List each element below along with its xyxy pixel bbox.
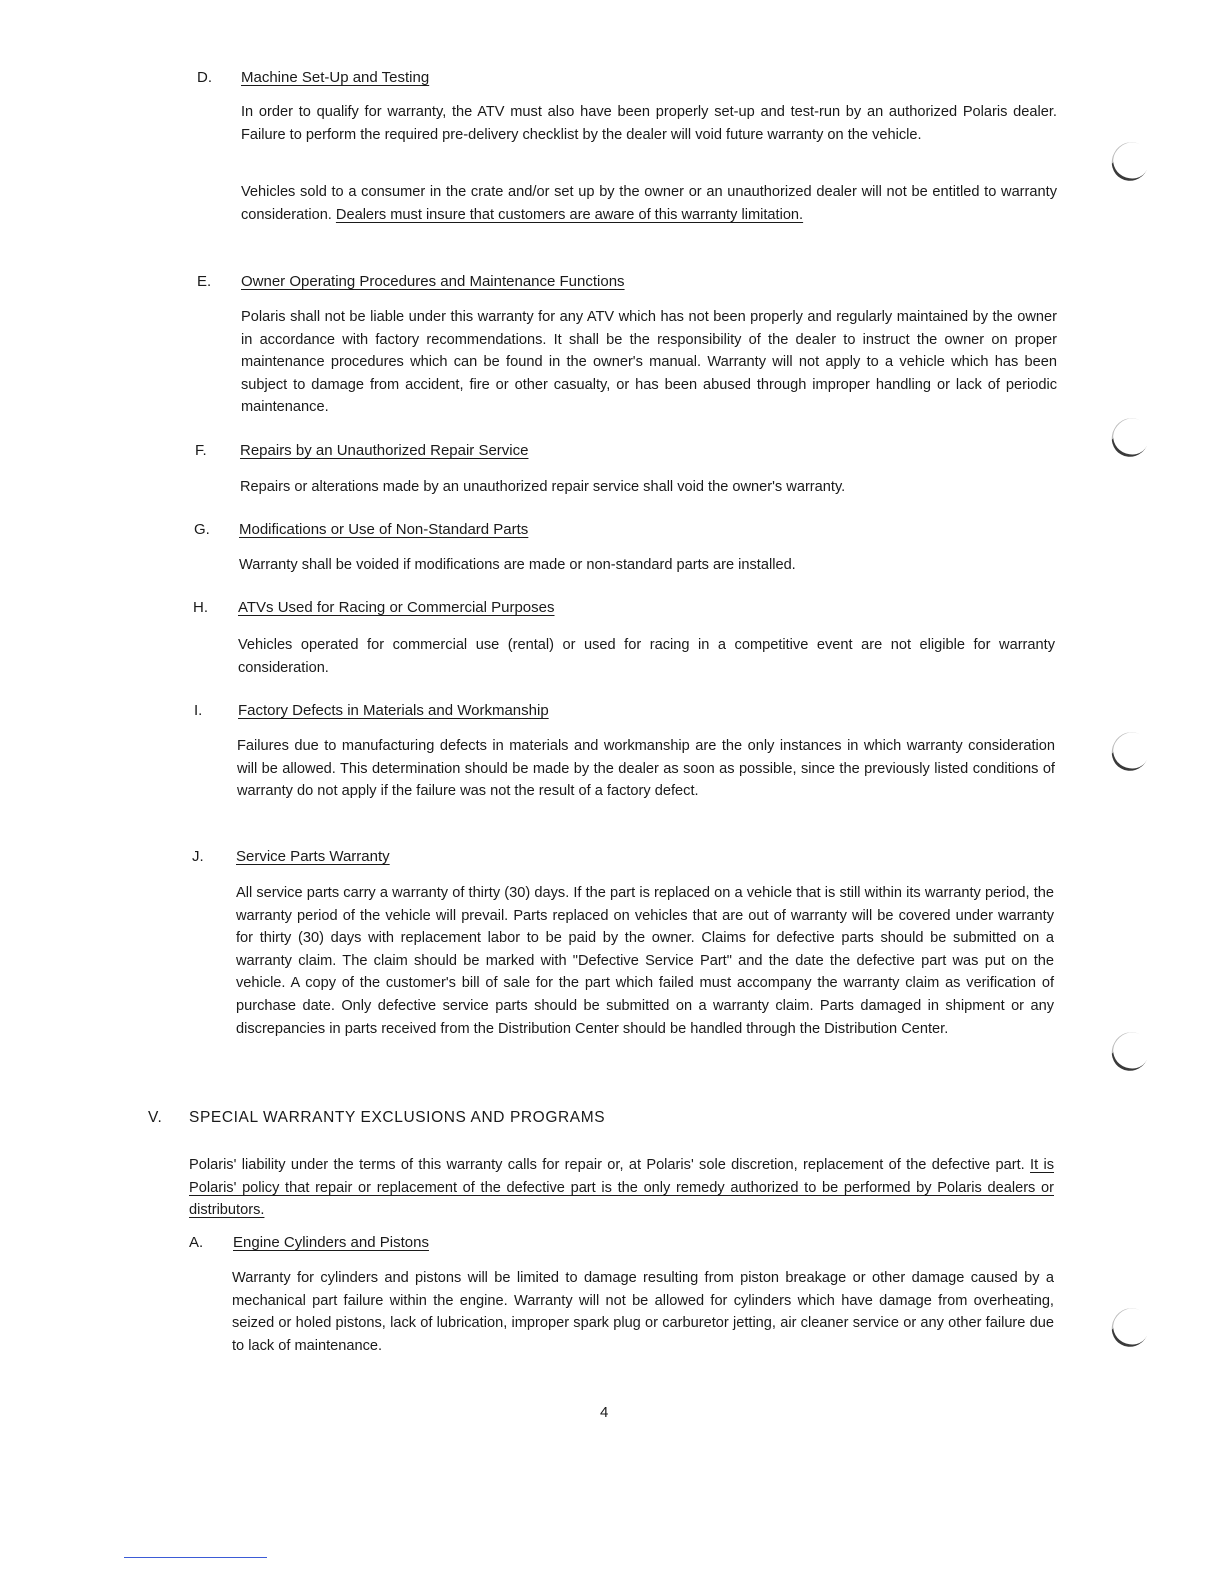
section-d-heading: Machine Set-Up and Testing bbox=[241, 69, 430, 86]
section-g-letter: G. bbox=[194, 521, 210, 538]
section-i-letter: I. bbox=[194, 702, 203, 719]
section-e-letter: E. bbox=[197, 273, 212, 290]
section-d-paragraph-1 bbox=[241, 101, 1057, 146]
punch-hole-2 bbox=[1105, 412, 1156, 464]
section-d-paragraph-2-text: Vehicles sold to a consumer in the crate and/or set up by the owner or an unauthorized dealer will not be entitled to warranty consideration. bbox=[241, 184, 1057, 223]
section-j-letter: J. bbox=[192, 848, 204, 865]
section-v-intro-text: Polaris' liability under the terms of this warranty calls for repair or, at Polaris' sole discretion, replacement of the defective part. bbox=[189, 1157, 1031, 1173]
section-d-letter: D. bbox=[197, 69, 212, 86]
page-number: 4 bbox=[600, 1404, 609, 1421]
section-f-paragraph bbox=[240, 476, 1056, 499]
section-h-letter: H. bbox=[193, 599, 208, 616]
section-g-paragraph-text: Warranty shall be voided if modifications are made or non-standard parts are installed. bbox=[239, 557, 796, 573]
section-i-paragraph-text: Failures due to manufacturing defects in materials and workmanship are the only instances in which warranty consideration will be allowed. This determination should be made by the dealer as soon as possible, since the previously listed conditions of warranty do not apply if the failure was not the result of a factory defect. bbox=[237, 738, 1055, 800]
section-h-heading: ATVs Used for Racing or Commercial Purposes bbox=[238, 599, 555, 616]
bottom-rule bbox=[124, 1557, 267, 1558]
punch-hole-4 bbox=[1105, 1026, 1156, 1078]
section-d-paragraph-2-underlined: Dealers must insure that customers are aware of this warranty limitation. bbox=[335, 206, 804, 223]
section-va-paragraph-text: Warranty for cylinders and pistons will be limited to damage resulting from piston breakage or other damage caused by a mechanical part failure within the engine. Warranty will not be allowed for cylinders which have damage from overheating, seized or holed pistons, lack of lubrication, improper spark plug or carburetor jetting, air cleaner service or any other failure due to lack of maintenance. bbox=[232, 1270, 1054, 1354]
section-va-paragraph bbox=[232, 1267, 1054, 1357]
section-f-letter: F. bbox=[195, 442, 207, 459]
section-j-paragraph-text: All service parts carry a warranty of thirty (30) days. If the part is replaced on a vehicle that is still within its warranty period, the warranty period of the vehicle will prevail. Parts replaced on vehicles that are out of warranty will be covered under warranty for thirty (30) days with replacement labor to be paid by the owner. Claims for defective parts should be submitted on a warranty claim. The claim should be marked with "Defective Service Part" and the date the defective part was put on the vehicle. A copy of the customer's bill of sale for the part which failed must accompany the warranty claim as verification of purchase date. Only defective service parts should be submitted on a warranty claim. Parts damaged in shipment or any discrepancies in parts received from the Distribution Center should be handled through the Distribution Center. bbox=[236, 885, 1054, 1037]
section-g-paragraph bbox=[239, 554, 1055, 577]
section-i-paragraph bbox=[237, 735, 1055, 803]
section-i-heading: Factory Defects in Materials and Workmanship bbox=[238, 702, 549, 719]
section-v-numeral: V. bbox=[148, 1109, 163, 1126]
section-v-intro-underlined: It is Polaris' policy that repair or replacement of the defective part is the only remedy authorized to be performed by Polaris dealers or distributors. bbox=[189, 1157, 1055, 1219]
section-v-intro bbox=[189, 1154, 1054, 1222]
section-h-paragraph-text: Vehicles operated for commercial use (rental) or used for racing in a competitive event are not eligible for warranty consideration. bbox=[238, 637, 1055, 676]
section-j-paragraph bbox=[236, 882, 1054, 1040]
punch-hole-5 bbox=[1105, 1302, 1156, 1354]
section-d-paragraph-2 bbox=[241, 181, 1057, 226]
section-f-paragraph-text: Repairs or alterations made by an unauthorized repair service shall void the owner's warranty. bbox=[240, 479, 846, 495]
punch-hole-3 bbox=[1105, 726, 1156, 778]
punch-hole-1 bbox=[1105, 136, 1156, 188]
section-g-heading: Modifications or Use of Non-Standard Parts bbox=[239, 521, 529, 538]
section-va-letter: A. bbox=[189, 1234, 204, 1251]
section-v-title: SPECIAL WARRANTY EXCLUSIONS AND PROGRAMS bbox=[189, 1109, 606, 1126]
section-e-paragraph bbox=[241, 306, 1057, 419]
section-h-paragraph bbox=[238, 634, 1055, 679]
section-e-paragraph-text: Polaris shall not be liable under this warranty for any ATV which has not been properly and regularly maintained by the owner in accordance with factory recommendations. It shall be the responsibility of the dealer to instruct the owner on proper maintenance procedures which can be found in the owner's manual. Warranty will not apply to a vehicle which has been subject to damage from accident, fire or other casualty, or has been abused through improper handling or lack of periodic maintenance. bbox=[241, 309, 1057, 416]
section-e-heading: Owner Operating Procedures and Maintenance Functions bbox=[241, 273, 625, 290]
section-va-heading: Engine Cylinders and Pistons bbox=[233, 1234, 429, 1251]
section-f-heading: Repairs by an Unauthorized Repair Service bbox=[240, 442, 529, 459]
section-j-heading: Service Parts Warranty bbox=[236, 848, 390, 865]
section-d-paragraph-1-text: In order to qualify for warranty, the ATV must also have been properly set-up and test-run by an authorized Polaris dealer. Failure to perform the required pre-delivery checklist by the dealer will void future warranty on the vehicle. bbox=[241, 104, 1057, 143]
